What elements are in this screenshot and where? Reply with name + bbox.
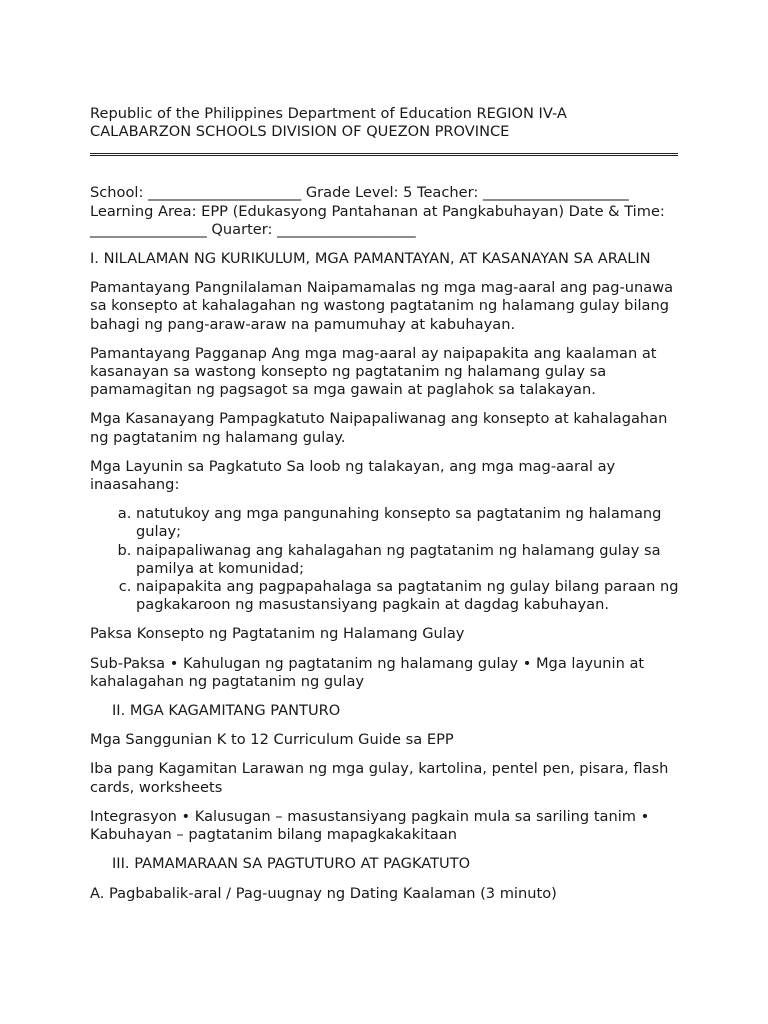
pamantayang-pangnilalaman: Pamantayang Pangnilalaman Naipamamalas ng mga mag-aaral ang pag-unawa sa konsepto at kahalagahan ng wastong pagtatanim ng halamang gulay bilang bahagi ng pang-araw-araw na pamumuhay at kabuhayan. [90, 279, 674, 333]
sub-paksa: Sub-Paksa • Kahulugan ng pagtatanim ng halamang gulay • Mga layunin at kahalagahan ng pagtatanim ng gulay [90, 654, 645, 690]
document-header [90, 105, 682, 141]
document-page [90, 105, 682, 903]
list-item: b. naipapaliwanag ang kahalagahan ng pagtatanim ng halamang gulay sa pamilya at komunidad; [136, 542, 682, 578]
section-3-item-a: A. Pagbabalik-aral / Pag-uugnay ng Dating Kaalaman (3 minuto) [90, 884, 557, 902]
info-fields: School: _____________________ Grade Level: 5 Teacher: ____________________ Learning Area: EPP (Edukasyong Pantahanan at Pangkabuhayan) Date & Time: ________________ Quarter: ___________________ [90, 184, 665, 238]
list-item: c. naipapakita ang pagpapahalaga sa pagtatanim ng gulay bilang paraan ng pagkakaroon ng masustansiyang pagkain at dagdag kabuhayan. [136, 578, 682, 614]
header-double-rule [90, 153, 678, 156]
section-3-heading: III. PAMAMARAAN SA PAGTUTURO AT PAGKATUTO [112, 855, 471, 873]
pamantayang-pagganap: Pamantayang Pagganap Ang mga mag-aaral ay naipapakita ang kaalaman at kasanayan sa wastong konsepto ng pagtatanim ng halamang gulay sa pamamagitan ng pagsagot sa mga gawain at paglahok sa talakayan. [90, 344, 657, 399]
layunin-list [90, 505, 682, 614]
header-line-1: Republic of the Philippines Department of Education REGION IV-A [90, 105, 567, 122]
paksa: Paksa Konsepto ng Pagtatanim ng Halamang Gulay [90, 625, 465, 643]
integrasyon: Integrasyon • Kalusugan – masustansiyang pagkain mula sa sariling tanim • Kabuhayan – pagtatanim bilang mapagkakakitaan [90, 807, 650, 844]
section-1-heading: I. NILALAMAN NG KURIKULUM, MGA PAMANTAYAN, AT KASANAYAN SA ARALIN [90, 250, 651, 268]
kasanayang-pampagkatuto: Mga Kasanayang Pampagkatuto Naipapaliwanag ang konsepto at kahalagahan ng pagtatanim ng halamang gulay. [90, 410, 668, 446]
list-item: a. natutukoy ang mga pangunahing konsepto sa pagtatanim ng halamang gulay; [136, 505, 682, 541]
section-2-heading: II. MGA KAGAMITANG PANTURO [112, 702, 341, 720]
header-line-2: CALABARZON SCHOOLS DIVISION OF QUEZON PROVINCE [90, 123, 510, 141]
mga-sanggunian: Mga Sanggunian K to 12 Curriculum Guide sa EPP [90, 731, 454, 749]
iba-pang-kagamitan: Iba pang Kagamitan Larawan ng mga gulay, kartolina, pentel pen, pisara, flash cards, worksheets [90, 760, 669, 796]
layunin-intro: Mga Layunin sa Pagkatuto Sa loob ng talakayan, ang mga mag-aaral ay inaasahang: [90, 457, 616, 494]
